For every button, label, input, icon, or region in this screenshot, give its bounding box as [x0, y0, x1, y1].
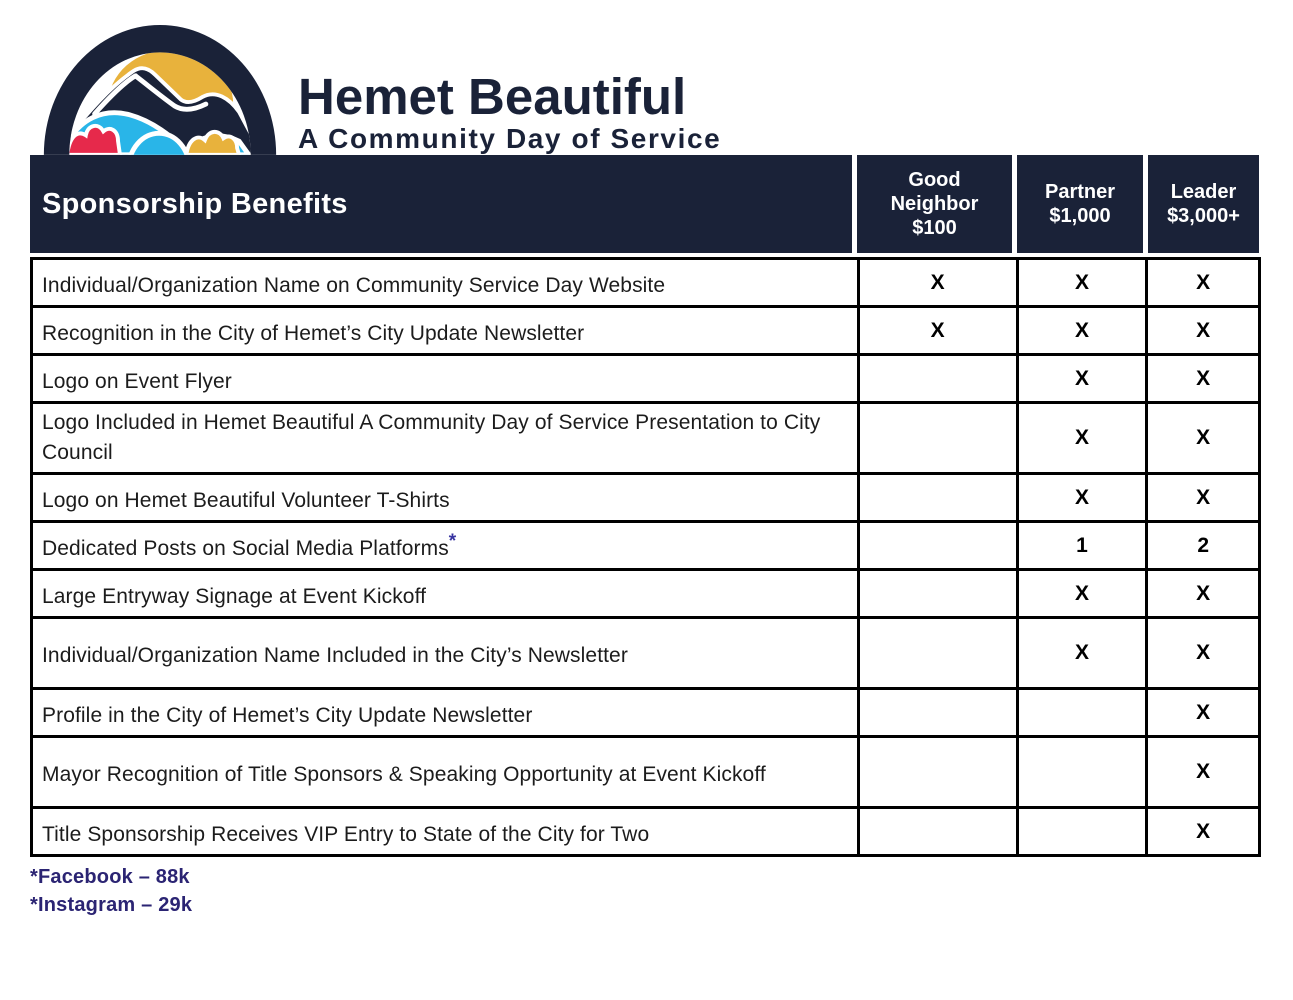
benefit-label: Profile in the City of Hemet’s City Update Newsletter	[42, 703, 533, 727]
benefit-row	[32, 403, 1260, 474]
benefit-row	[32, 570, 1260, 618]
partner-mark-cell: 1	[1017, 522, 1147, 570]
partner-mark-cell: X	[1017, 570, 1147, 618]
benefit-cell	[32, 737, 859, 808]
tier-price: $100	[912, 217, 957, 239]
leader-mark-cell: 2	[1147, 522, 1260, 570]
tier-name: Leader	[1170, 181, 1237, 203]
partner-mark-cell	[1017, 689, 1147, 737]
tier-price: $1,000	[1049, 205, 1111, 227]
page-subtitle: A Community Day of Service	[298, 122, 722, 154]
benefit-row	[32, 355, 1260, 403]
benefit-label: Mayor Recognition of Title Sponsors & Speaking Opportunity at Event Kickoff	[42, 763, 766, 787]
tier-header-leader	[1148, 155, 1259, 253]
leader-mark-cell: X	[1147, 474, 1260, 522]
benefit-label: Logo on Hemet Beautiful Volunteer T-Shirts	[42, 488, 450, 512]
good-neighbor-mark-cell: X	[858, 259, 1017, 307]
good-neighbor-mark-cell	[858, 737, 1017, 808]
benefit-cell	[32, 570, 859, 618]
benefit-label: Logo Included in Hemet Beautiful A Community Day of Service Presentation to City Council	[42, 411, 821, 464]
benefit-row	[32, 522, 1260, 570]
good-neighbor-mark-cell	[858, 570, 1017, 618]
benefit-cell	[32, 307, 859, 355]
tier-header-good-neighbor	[857, 155, 1012, 253]
benefit-row	[32, 259, 1260, 307]
benefit-cell	[32, 689, 859, 737]
benefit-row	[32, 808, 1260, 856]
good-neighbor-mark-cell	[858, 522, 1017, 570]
benefit-label: Recognition in the City of Hemet’s City Update Newsletter	[42, 321, 585, 345]
leader-mark-cell: X	[1147, 570, 1260, 618]
partner-mark-cell: X	[1017, 403, 1147, 474]
benefit-cell	[32, 355, 859, 403]
tier-header-partner	[1017, 155, 1143, 253]
leader-mark-cell: X	[1147, 355, 1260, 403]
tier-name: Good Neighbor	[890, 169, 979, 215]
benefit-cell	[32, 618, 859, 689]
partner-mark-cell: X	[1017, 259, 1147, 307]
benefit-label: Individual/Organization Name Included in the City’s Newsletter	[42, 644, 628, 668]
leader-mark-cell: X	[1147, 618, 1260, 689]
leader-mark-cell: X	[1147, 689, 1260, 737]
benefit-label: Individual/Organization Name on Community Service Day Website	[42, 273, 666, 297]
benefit-cell	[32, 522, 859, 570]
footnotes	[30, 864, 1261, 919]
partner-mark-cell: X	[1017, 307, 1147, 355]
benefit-cell	[32, 474, 859, 522]
benefit-cell	[32, 403, 859, 474]
benefit-cell	[32, 808, 859, 856]
good-neighbor-mark-cell	[858, 618, 1017, 689]
leader-mark-cell: X	[1147, 808, 1260, 856]
sponsorship-table	[30, 155, 1261, 919]
partner-mark-cell: X	[1017, 474, 1147, 522]
table-header-row	[30, 155, 1261, 253]
leader-mark-cell: X	[1147, 259, 1260, 307]
benefit-row	[32, 737, 1260, 808]
brand-header	[0, 0, 1293, 155]
benefit-row	[32, 618, 1260, 689]
tier-price: $3,000+	[1167, 205, 1240, 227]
partner-mark-cell: X	[1017, 618, 1147, 689]
footnote-instagram: *Instagram – 29k	[30, 893, 193, 916]
good-neighbor-mark-cell	[858, 689, 1017, 737]
partner-mark-cell	[1017, 737, 1147, 808]
benefit-label: Large Entryway Signage at Event Kickoff	[42, 584, 427, 608]
good-neighbor-mark-cell	[858, 808, 1017, 856]
benefit-cell	[32, 259, 859, 307]
leader-mark-cell: X	[1147, 307, 1260, 355]
hemet-beautiful-logo-icon	[38, 18, 282, 155]
footnote-facebook: *Facebook – 88k	[30, 866, 190, 888]
benefits-table	[30, 257, 1261, 857]
benefit-label: Logo on Event Flyer	[42, 369, 232, 393]
footnote-asterisk: *	[448, 530, 457, 552]
good-neighbor-mark-cell	[858, 474, 1017, 522]
benefit-row	[32, 307, 1260, 355]
benefits-column-header: Sponsorship Benefits	[30, 155, 852, 253]
good-neighbor-mark-cell	[858, 355, 1017, 403]
leader-mark-cell: X	[1147, 737, 1260, 808]
good-neighbor-mark-cell	[858, 403, 1017, 474]
good-neighbor-mark-cell: X	[858, 307, 1017, 355]
partner-mark-cell	[1017, 808, 1147, 856]
benefit-row	[32, 474, 1260, 522]
tier-name: Partner	[1044, 181, 1116, 203]
brand-text-block	[298, 67, 722, 155]
leader-mark-cell: X	[1147, 403, 1260, 474]
page-title: Hemet Beautiful	[298, 67, 687, 125]
benefit-label: Dedicated Posts on Social Media Platforms	[42, 536, 449, 560]
partner-mark-cell: X	[1017, 355, 1147, 403]
benefits-table-body	[32, 259, 1260, 856]
benefit-label: Title Sponsorship Receives VIP Entry to State of the City for Two	[42, 822, 650, 846]
benefit-row	[32, 689, 1260, 737]
